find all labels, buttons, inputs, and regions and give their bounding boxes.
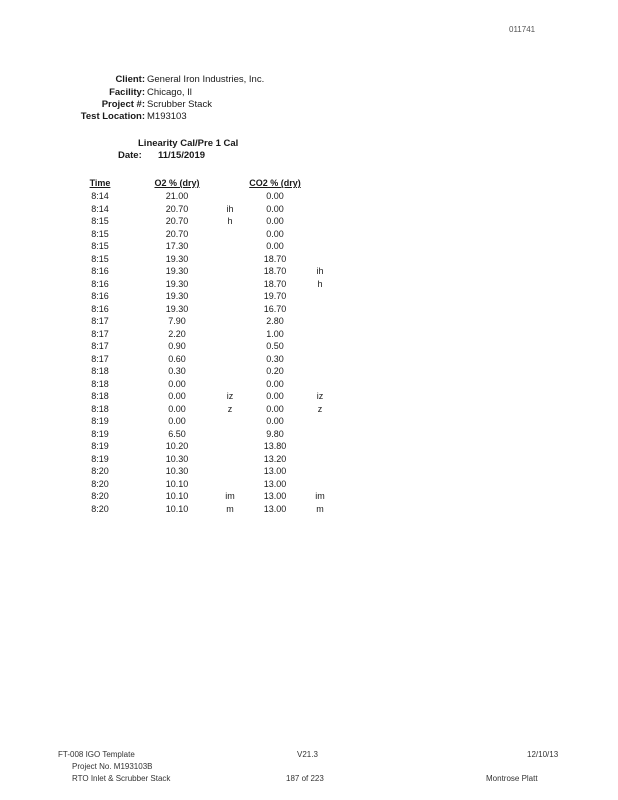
project-value: Scrubber Stack xyxy=(147,99,212,110)
cell-o2: 10.10 xyxy=(165,491,189,501)
table-row xyxy=(0,265,618,278)
cell-time: 8:17 xyxy=(91,328,109,339)
table-row xyxy=(0,490,618,503)
cell-o2: 2.20 xyxy=(168,328,186,339)
footer-date: 12/10/13 xyxy=(527,750,559,759)
cell-time: 8:19 xyxy=(91,416,109,426)
date-label: Date: xyxy=(118,150,142,161)
cell-co2: 0.00 xyxy=(266,216,284,226)
facility-label: Facility: xyxy=(109,87,145,98)
cell-o2: 19.30 xyxy=(165,303,189,314)
cell-time: 8:20 xyxy=(91,491,109,501)
cell-o2: 20.70 xyxy=(165,228,189,239)
table-row xyxy=(0,240,618,253)
cell-o2: 0.00 xyxy=(168,403,186,414)
cell-o2-flag: ih xyxy=(226,203,234,214)
cell-co2: 0.00 xyxy=(266,203,284,214)
cell-o2: 0.00 xyxy=(168,391,186,401)
table-row xyxy=(0,303,618,316)
table-row xyxy=(0,340,618,353)
cell-o2: 0.00 xyxy=(168,416,186,426)
table-row xyxy=(0,403,618,416)
cell-o2-flag: im xyxy=(225,491,235,501)
cell-o2-flag: z xyxy=(227,403,233,414)
cell-o2-flag: iz xyxy=(226,391,234,401)
table-row xyxy=(0,365,618,378)
cell-o2: 10.30 xyxy=(165,466,189,476)
table-row xyxy=(0,390,618,403)
cell-time: 8:19 xyxy=(91,441,109,451)
cell-o2: 19.30 xyxy=(165,278,189,289)
cell-co2: 13.20 xyxy=(263,453,287,464)
cell-time: 8:18 xyxy=(91,403,109,414)
cell-time: 8:16 xyxy=(91,291,109,301)
table-row xyxy=(0,190,618,203)
table-row xyxy=(0,415,618,428)
cell-o2-flag: h xyxy=(227,216,233,226)
cell-co2: 0.20 xyxy=(266,366,284,376)
table-row xyxy=(0,203,618,216)
cell-co2-flag: z xyxy=(317,403,323,414)
table-row xyxy=(0,278,618,291)
facility-value: Chicago, Il xyxy=(147,87,192,98)
cell-co2: 13.00 xyxy=(263,478,287,489)
cell-co2: 0.00 xyxy=(266,228,284,239)
page-id: 011741 xyxy=(509,25,536,34)
cell-time: 8:20 xyxy=(91,503,109,514)
cell-co2: 9.80 xyxy=(266,428,284,439)
cell-co2: 18.70 xyxy=(263,266,287,276)
cell-co2: 0.00 xyxy=(266,191,284,201)
cell-time: 8:14 xyxy=(91,191,109,201)
cell-co2-flag: im xyxy=(315,491,325,501)
table-row xyxy=(0,253,618,266)
cell-time: 8:19 xyxy=(91,453,109,464)
data-table xyxy=(0,190,618,515)
cell-time: 8:18 xyxy=(91,366,109,376)
cell-o2: 20.70 xyxy=(165,203,189,214)
table-row xyxy=(0,440,618,453)
table-row xyxy=(0,428,618,441)
cell-co2: 0.00 xyxy=(266,416,284,426)
project-label: Project #: xyxy=(101,99,145,110)
cell-o2: 10.30 xyxy=(165,453,189,464)
cell-time: 8:18 xyxy=(91,391,109,401)
cell-o2: 6.50 xyxy=(168,428,186,439)
cell-co2-flag: m xyxy=(316,503,324,514)
cell-co2: 1.00 xyxy=(266,328,284,339)
cell-o2: 10.10 xyxy=(165,478,189,489)
cell-o2: 10.20 xyxy=(165,441,189,451)
cell-o2: 21.00 xyxy=(165,191,189,201)
cell-co2: 18.70 xyxy=(263,278,287,289)
footer-company: Montrose Platt xyxy=(486,774,538,783)
cell-co2-flag: h xyxy=(317,278,323,289)
cell-time: 8:20 xyxy=(91,466,109,476)
cell-co2: 13.00 xyxy=(263,503,287,514)
cell-time: 8:17 xyxy=(91,353,109,364)
cell-o2: 0.00 xyxy=(168,378,186,389)
table-row xyxy=(0,503,618,516)
cell-o2: 20.70 xyxy=(165,216,189,226)
cell-co2: 18.70 xyxy=(263,253,287,264)
cell-co2: 2.80 xyxy=(266,316,284,326)
cell-co2: 0.30 xyxy=(266,353,284,364)
table-row xyxy=(0,315,618,328)
column-header-time: Time xyxy=(89,178,111,188)
cell-time: 8:16 xyxy=(91,266,109,276)
cell-co2: 0.00 xyxy=(266,378,284,389)
table-row xyxy=(0,465,618,478)
cell-co2: 0.00 xyxy=(266,241,284,251)
cell-co2: 13.00 xyxy=(263,466,287,476)
cell-co2: 0.50 xyxy=(266,341,284,351)
footer-version: V21.3 xyxy=(297,750,318,759)
cell-time: 8:20 xyxy=(91,478,109,489)
table-row xyxy=(0,353,618,366)
footer-location: RTO Inlet & Scrubber Stack xyxy=(72,774,171,783)
table-row xyxy=(0,478,618,491)
cell-o2: 10.10 xyxy=(165,503,189,514)
cell-time: 8:14 xyxy=(91,203,109,214)
footer-project: Project No. M193103B xyxy=(72,762,153,771)
client-value: General Iron Industries, Inc. xyxy=(147,74,265,85)
cell-co2: 19.70 xyxy=(263,291,287,301)
footer-page-number: 187 of 223 xyxy=(286,774,324,783)
client-label: Client: xyxy=(115,74,145,85)
cell-time: 8:16 xyxy=(91,278,109,289)
footer-template: FT-008 IGO Template xyxy=(58,750,135,759)
cell-co2-flag: iz xyxy=(316,391,324,401)
cell-o2: 17.30 xyxy=(165,241,189,251)
cell-time: 8:17 xyxy=(91,341,109,351)
table-row xyxy=(0,328,618,341)
table-row xyxy=(0,215,618,228)
cell-co2-flag: ih xyxy=(316,266,324,276)
column-header-o2: O2 % (dry) xyxy=(154,178,200,188)
cell-co2: 13.00 xyxy=(263,491,287,501)
location-label: Test Location: xyxy=(80,111,145,122)
table-row xyxy=(0,453,618,466)
section-title: Linearity Cal/Pre 1 Cal xyxy=(138,138,239,149)
table-row xyxy=(0,378,618,391)
column-header-co2: CO2 % (dry) xyxy=(249,178,301,188)
cell-o2: 0.30 xyxy=(168,366,186,376)
cell-time: 8:15 xyxy=(91,241,109,251)
cell-o2: 7.90 xyxy=(168,316,186,326)
cell-co2: 0.00 xyxy=(266,391,284,401)
date-value: 11/15/2019 xyxy=(158,150,206,161)
location-value: M193103 xyxy=(147,111,187,122)
cell-time: 8:17 xyxy=(91,316,109,326)
cell-co2: 0.00 xyxy=(266,403,284,414)
cell-time: 8:15 xyxy=(91,228,109,239)
cell-o2: 0.60 xyxy=(168,353,186,364)
table-row xyxy=(0,290,618,303)
cell-time: 8:15 xyxy=(91,216,109,226)
cell-co2: 16.70 xyxy=(263,303,287,314)
cell-time: 8:16 xyxy=(91,303,109,314)
cell-o2-flag: m xyxy=(226,503,234,514)
cell-time: 8:18 xyxy=(91,378,109,389)
cell-time: 8:19 xyxy=(91,428,109,439)
cell-time: 8:15 xyxy=(91,253,109,264)
cell-o2: 19.30 xyxy=(165,291,189,301)
cell-o2: 19.30 xyxy=(165,253,189,264)
table-row xyxy=(0,228,618,241)
cell-co2: 13.80 xyxy=(263,441,287,451)
cell-o2: 19.30 xyxy=(165,266,189,276)
cell-o2: 0.90 xyxy=(168,341,186,351)
